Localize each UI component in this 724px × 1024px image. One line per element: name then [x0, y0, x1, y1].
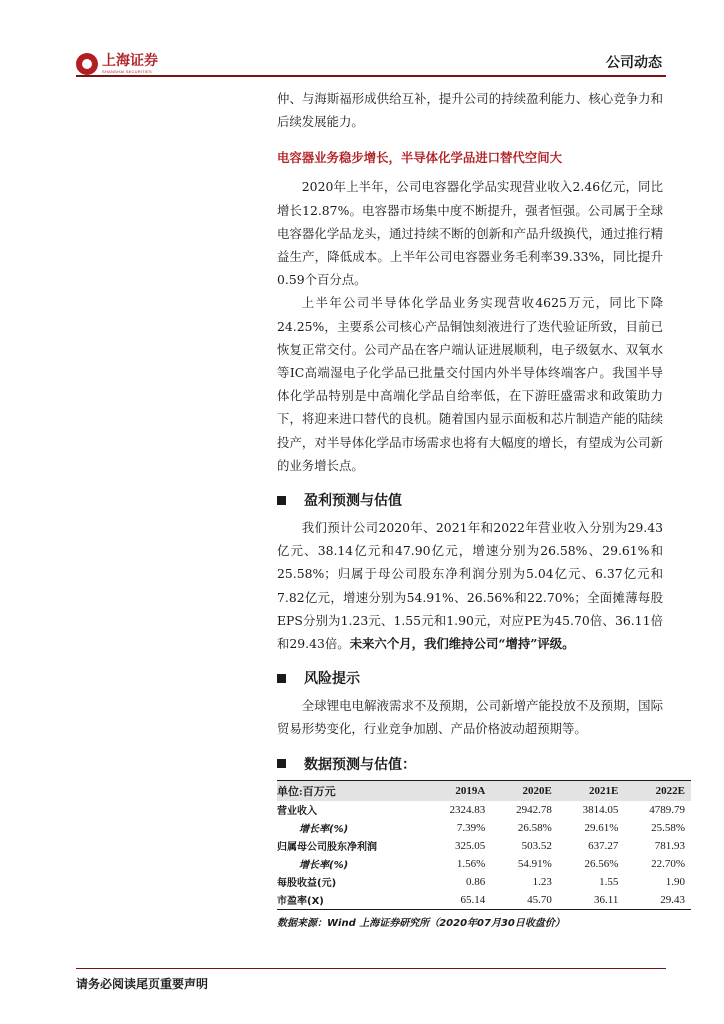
risk-section-title: 风险提示: [304, 671, 360, 688]
risk-paragraph: 全球锂电电解液需求不及预期，公司新增产能投放不及预期，国际贸易形势变化，行业竞争加剧、产品价格波动超预期等。: [277, 698, 663, 737]
table-cell: 65.14: [425, 891, 492, 910]
capacitor-section-heading: 电容器业务稳步增长，半导体化学品进口替代空间大: [277, 150, 562, 166]
table-row: [277, 873, 691, 891]
table-cell: 781.93: [654, 839, 685, 852]
table-cell: 1.90: [665, 875, 685, 888]
row-label: 增长率(%): [299, 824, 349, 836]
table-cell: 29.43: [624, 891, 691, 910]
forecast-section-title: 盈利预测与估值: [304, 493, 402, 510]
table-cell: 3814.05: [582, 803, 619, 816]
forecast-text: 我们预计公司2020年、2021年和2022年营业收入分别为29.43亿元、38.14亿元和47.90亿元，增速分别为26.58%、29.61%和25.58%；归属于母公司股东净利润分别为5.04亿元、6.37亿元和7.82亿元，增速分别为54.91%、26.56%和22.70%；全面摊薄每股EPS分别为1.23元、1.55元和1.90元，对应PE为45.70倍、36.11倍和29.43倍。: [277, 520, 663, 652]
table-row: [277, 819, 691, 837]
table-row: [277, 855, 691, 873]
row-label: 增长率(%): [299, 860, 349, 872]
capacitor-paragraph: 2020年上半年，公司电容器化学品实现营业收入2.46亿元，同比增长12.87%。电容器市场集中度不断提升，强者恒强。公司属于全球电容器化学品龙头，通过持续不断的创新和产品升级换代，通过推行精益生产，降低成本。上半年公司电容器业务毛利率39.33%，同比提升0.59个百分点。: [277, 179, 663, 288]
table-cell: 36.11: [558, 891, 625, 910]
table-cell: 1.23: [532, 875, 552, 888]
row-label: 归属母公司股东净利润: [277, 842, 377, 854]
table-cell: 26.58%: [517, 821, 552, 834]
table-cell: 22.70%: [651, 857, 685, 870]
table-header-row: [277, 780, 691, 801]
table-source-note: 数据来源：Wind 上海证券研究所（2020年07月30日收盘价）: [277, 917, 565, 929]
footer-divider: [76, 968, 666, 969]
table-row: [277, 837, 691, 855]
row-label: 营业收入: [277, 806, 317, 818]
rating-statement: 未来六个月，我们维持公司“增持”评级。: [349, 636, 575, 652]
table-header-cell: 2019A: [425, 780, 492, 801]
table-cell: 29.61%: [584, 821, 619, 834]
table-header-cell: 2021E: [558, 780, 625, 801]
table-cell: 4789.79: [649, 803, 685, 816]
header-divider: [76, 75, 666, 77]
table-header-cell: 单位:百万元: [277, 780, 425, 801]
risk-section-header: [277, 668, 663, 688]
logo-icon: [76, 53, 98, 75]
section-bullet-icon: [277, 759, 286, 768]
table-cell: 45.70: [491, 891, 558, 910]
logo-text-cn: 上海证券: [102, 53, 158, 69]
section-bullet-icon: [277, 674, 286, 683]
footer-disclaimer: 请务必阅读尾页重要声明: [76, 977, 209, 991]
table-cell: 325.05: [455, 839, 486, 852]
semiconductor-paragraph: 上半年公司半导体化学品业务实现营收4625万元，同比下降24.25%，主要系公司核心产品铜蚀刻液进行了迭代验证所致，目前已恢复正常交付。公司产品在客户端认证进展顺利，电子级氨水、双氧水等IC高端湿电子化学品已批量交付国内外半导体终端客户。我国半导体化学品特别是中高端化学品自给率低，在下游旺盛需求和政策助力下，将迎来进口替代的良机。随着国内显示面板和芯片制造产能的陆续投产，对半导体化学品市场需求也将有大幅度的增长，有望成为公司新的业务增长点。: [277, 295, 663, 473]
table-cell: 54.91%: [517, 857, 552, 870]
table-header-cell: 2022E: [624, 780, 691, 801]
intro-paragraph: 仲、与海斯福形成供给互补，提升公司的持续盈利能力、核心竞争力和后续发展能力。: [277, 91, 663, 130]
table-header-cell: 2020E: [491, 780, 558, 801]
forecast-paragraph: [277, 516, 663, 655]
table-cell: 25.58%: [651, 821, 685, 834]
data-section-header: [277, 754, 663, 774]
table-cell: 0.86: [466, 875, 486, 888]
financial-forecast-table: [277, 780, 691, 910]
forecast-section-header: [277, 490, 663, 510]
main-content: [277, 87, 685, 929]
table-cell: 26.56%: [584, 857, 619, 870]
table-cell: 1.55: [599, 875, 619, 888]
table-row: [277, 891, 691, 910]
table-cell: 1.56%: [456, 857, 486, 870]
company-logo: [76, 53, 158, 75]
section-bullet-icon: [277, 496, 286, 505]
table-cell: 2324.83: [449, 803, 486, 816]
table-row: [277, 801, 691, 819]
table-cell: 7.39%: [456, 821, 486, 834]
table-cell: 637.27: [588, 839, 619, 852]
data-section-title: 数据预测与估值：: [304, 756, 416, 773]
row-label: 每股收益(元): [277, 878, 337, 890]
page-category-title: 公司动态: [606, 55, 662, 71]
table-cell: 503.52: [521, 839, 552, 852]
table-cell: 2942.78: [516, 803, 552, 816]
row-label: 市盈率(X): [277, 891, 425, 910]
logo-text-en: SHANGHAI SECURITIES: [102, 69, 152, 74]
